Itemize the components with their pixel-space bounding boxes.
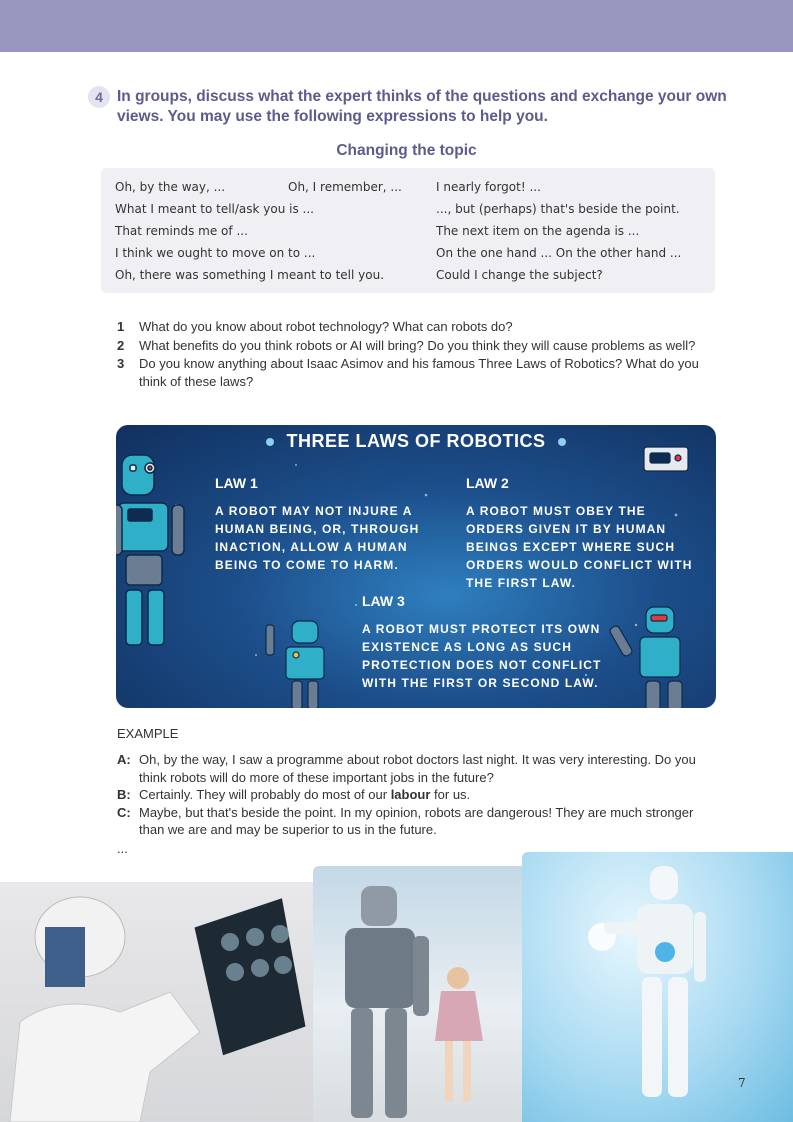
law-3-heading: LAW 3 (362, 593, 405, 609)
photo-humanoid-robot (522, 852, 793, 1122)
phrase: ..., but (perhaps) that's beside the point. (436, 202, 680, 216)
bullet-dot-icon (558, 438, 566, 446)
phrase: I nearly forgot! ... (436, 180, 541, 194)
example-label: EXAMPLE (117, 726, 179, 741)
phrase: Oh, by the way, ... (115, 180, 226, 194)
dialogue-line-b: B: Certainly. They will probably do most of our labour for us. (117, 787, 471, 802)
phrase: Could I change the subject? (436, 268, 603, 282)
phrase: I think we ought to move on to ... (115, 246, 316, 260)
task-instruction: In groups, discuss what the expert thinks of the questions and exchange your own views. You may use the following expressions to help you. (117, 88, 727, 125)
question-item: 3 Do you know anything about Isaac Asimov and his famous Three Laws of Robotics? What do you think of these laws? (117, 356, 699, 389)
right-robot (609, 607, 682, 708)
phrases-title: Changing the topic (336, 142, 477, 159)
question-list (117, 318, 717, 391)
example-dialogue (117, 726, 717, 856)
law-2-text: A ROBOT MUST OBEY THE ORDERS GIVEN IT BY HUMAN BEINGS EXCEPT WHERE SUCH ORDERS WOULD CONFLICT WITH THE FIRST LAW. (466, 504, 693, 590)
bullet-dot-icon (266, 438, 274, 446)
phrase: On the one hand ... On the other hand ... (436, 246, 682, 260)
laws-title: THREE LAWS OF ROBOTICS (116, 431, 716, 452)
dialogue-line-c: C: Maybe, but that's beside the point. In my opinion, robots are dangerous! They are much stronger than we are and may be superior to us in the future. (117, 804, 694, 837)
phrase: The next item on the agenda is ... (436, 224, 640, 238)
dialogue-line-a: A: Oh, by the way, I saw a programme about robot doctors last night. It was very interesting. Do you think robots will do more of these important jobs in the future? (117, 752, 696, 785)
ellipsis: ... (117, 840, 128, 856)
photo-robot-and-child (313, 866, 528, 1122)
law-2-heading: LAW 2 (466, 475, 509, 491)
question-item: 1 What do you know about robot technology? What can robots do? (117, 319, 513, 334)
middle-robot (266, 621, 324, 708)
left-robot (116, 455, 184, 645)
law-1-text: A ROBOT MAY NOT INJURE A HUMAN BEING, OR, THROUGH INACTION, ALLOW A HUMAN BEING TO COME TO HARM. (215, 504, 420, 572)
law-3-text: A ROBOT MUST PROTECT ITS OWN EXISTENCE AS LONG AS SUCH PROTECTION DOES NOT CONFLICT WITH THE FIRST OR SECOND LAW. (362, 622, 602, 690)
task-number: 4 (88, 86, 110, 108)
phrase: Oh, I remember, ... (288, 180, 402, 194)
phrase: Oh, there was something I meant to tell you. (115, 268, 385, 282)
header-band (0, 0, 793, 52)
photo-robot-doctor (0, 882, 320, 1122)
law-1-heading: LAW 1 (215, 475, 258, 491)
phrases-box (101, 168, 715, 293)
phrase: What I meant to tell/ask you is ... (115, 202, 314, 216)
page-number: 7 (738, 1076, 746, 1090)
question-item: 2 What benefits do you think robots or AI will bring? Do you think they will cause problems as well? (117, 337, 696, 353)
robotics-laws-panel (116, 425, 716, 708)
phrase: That reminds me of ... (115, 224, 248, 238)
